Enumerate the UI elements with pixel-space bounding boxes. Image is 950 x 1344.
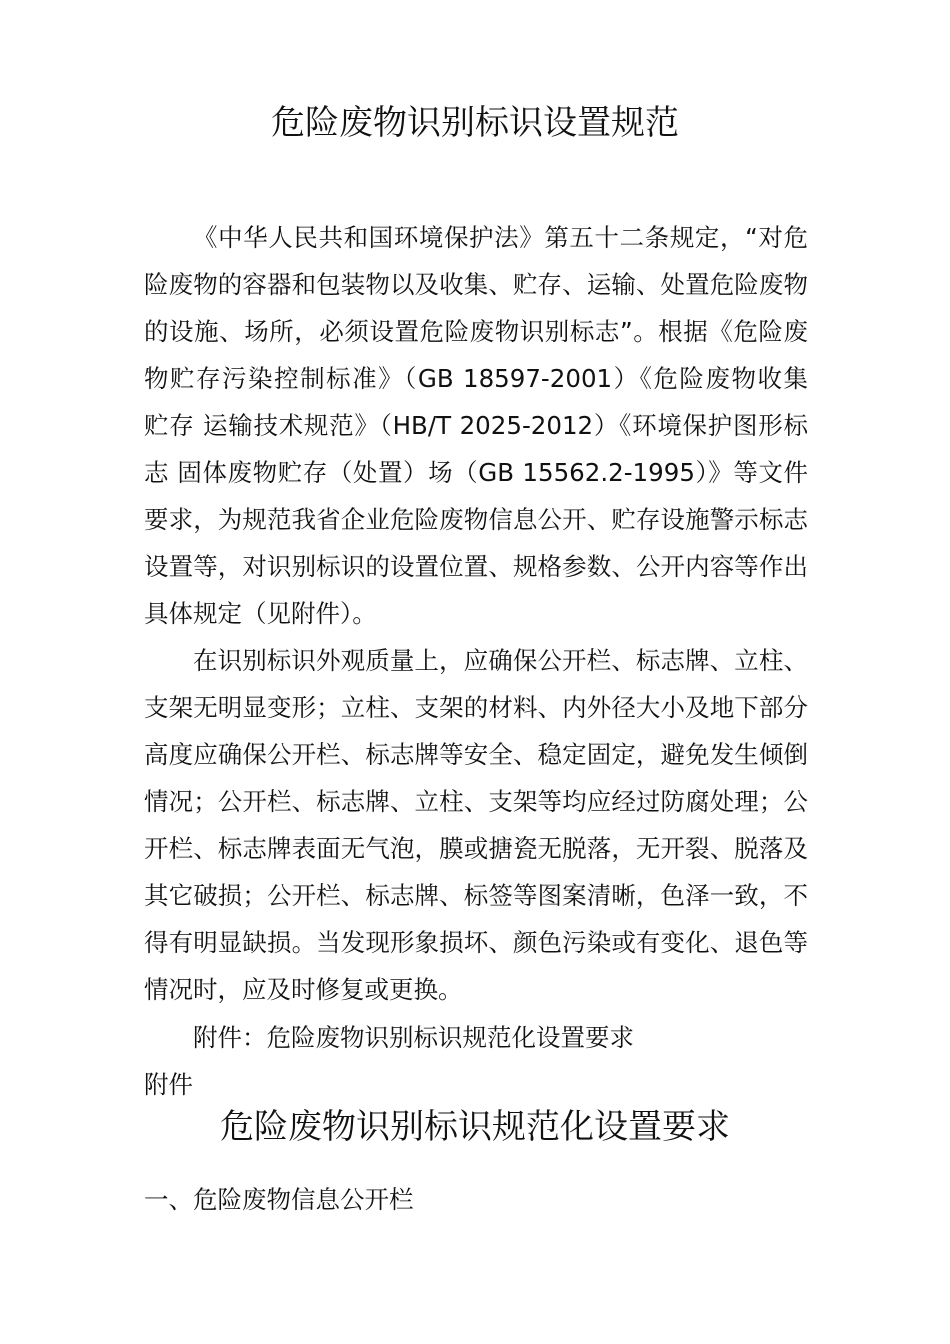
paragraph-appearance-quality: 在识别标识外观质量上，应确保公开栏、标志牌、立柱、支架无明显变形；立柱、支架的材料、内外径大小及地下部分高度应确保公开栏、标志牌等安全、稳定固定，避免发生倾倒情况；公开栏、标志牌、立柱、支架等均应经过防腐处理；公开栏、标志牌表面无气泡，膜或搪瓷无脱落，无开裂、脱落及其它破损；公开栏、标志牌、标签等图案清晰，色泽一致，不得有明显缺损。当发现形象损坏、颜色污染或有变化、退色等情况时，应及时修复或更换。 <box>144 646 808 1004</box>
annex-title: 危险废物识别标识规范化设置要求 <box>220 1107 730 1147</box>
annex-reference: 附件：危险废物识别标识规范化设置要求 <box>193 1023 634 1052</box>
paragraph-legal-basis: 《中华人民共和国环境保护法》第五十二条规定，“对危险废物的容器和包装物以及收集、贮存、运输、处置危险废物的设施、场所，必须设置危险废物识别标志”。根据《危险废物贮存污染控制标准》（GB 18597-2001）《危险废物收集 贮存 运输技术规范》（HB/T 2025-2012）《环境保护图形标志 固体废物贮存（处置）场（GB 15562.2-1995）》等文件要求，为规范我省企业危险废物信息公开、贮存设施警示标志设置等，对识别标识的设置位置、规格参数、公开内容等作出具体规定（见附件）。 <box>144 223 808 628</box>
document-title: 危险废物识别标识设置规范 <box>271 103 679 143</box>
document-body <box>144 214 808 1013</box>
section-heading-1: 一、危险废物信息公开栏 <box>144 1185 414 1214</box>
annex-label: 附件 <box>144 1070 193 1099</box>
